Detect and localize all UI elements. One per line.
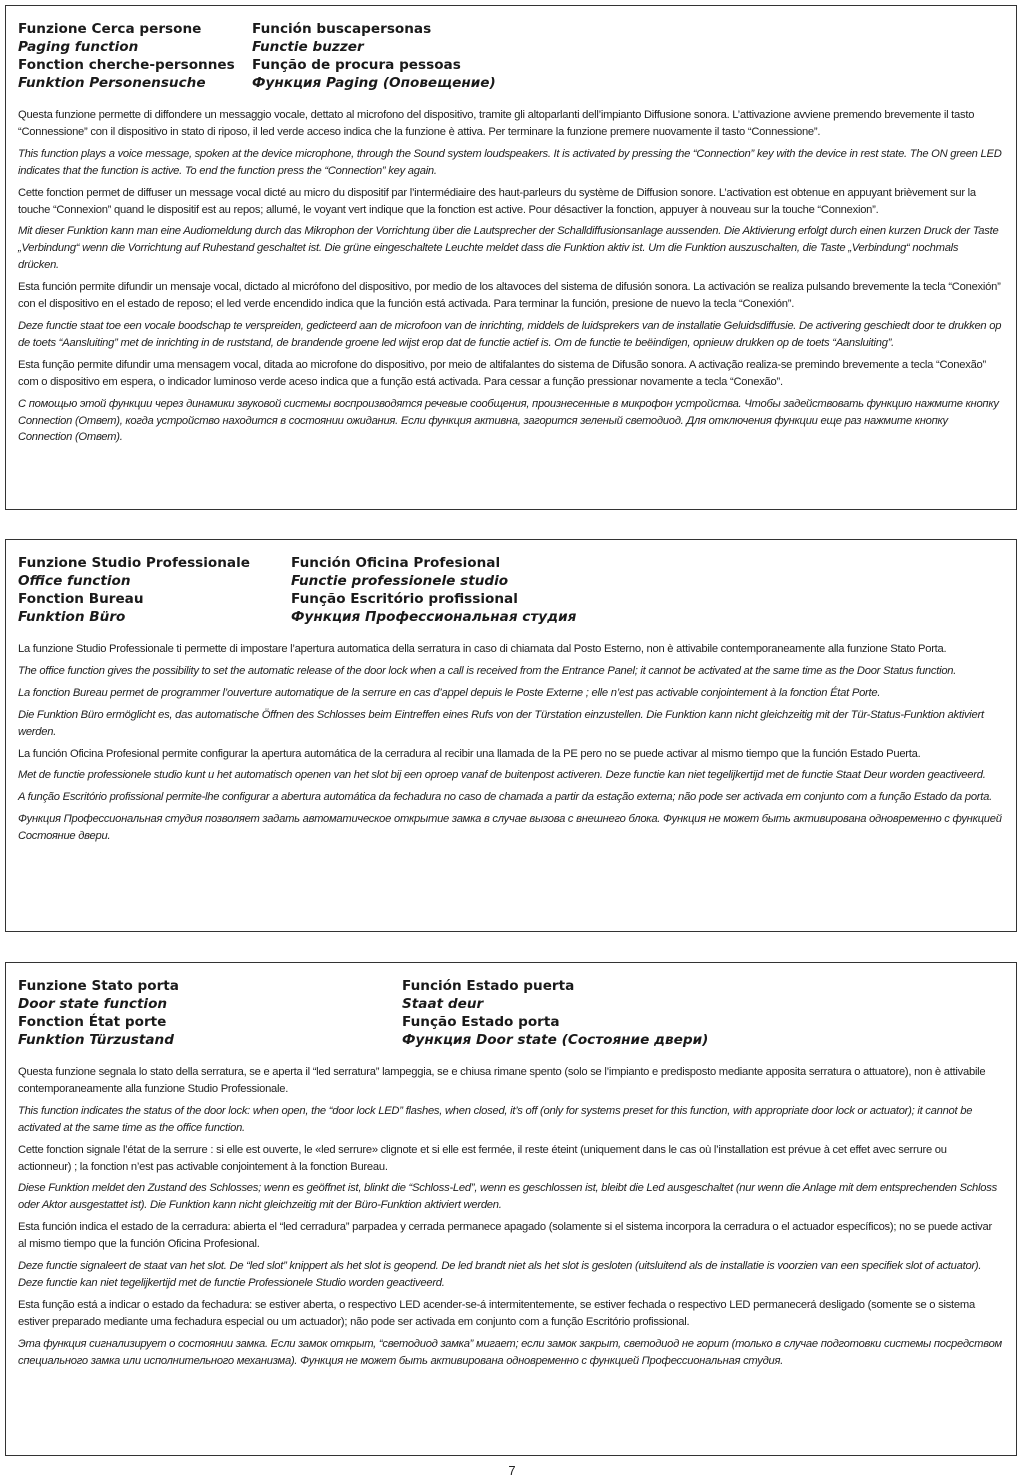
title-es: Función buscapersonas: [252, 21, 432, 37]
title-it: Funzione Cerca persone: [18, 21, 202, 37]
title-pt: Função Estado porta: [402, 1014, 560, 1030]
title-nl: Staat deur: [402, 996, 484, 1012]
section-paging-function: [5, 5, 1017, 510]
title-de: Funktion Büro: [18, 609, 126, 625]
section-titles: [18, 977, 1002, 1049]
section-titles: [18, 20, 1002, 92]
titles-right-column: [291, 554, 576, 626]
title-fr: Fonction Bureau: [18, 591, 144, 607]
paragraph-es: La función Oficina Profesional permite configurar la apertura automática de la cerradura al recibir una llamada de la PE pero no se puede activar al mismo tiempo que la función Estado Puerta.: [18, 747, 921, 760]
title-en: Door state function: [18, 996, 168, 1012]
paragraph-nl: Deze functie staat toe een vocale boodschap te verspreiden, gedicteerd aan de microfoon van de inrichting, middels de luidsprekers van de installatie Geluidsdiffusie. De activering geschiedt door te drukken op de toets “Aansluiting” met de inrichting in de ruststand, de brandende groene led wijst erop dat de functie actief is. Om de functie te beëindigen, opnieuw drukken op de toets “Aansluiting”.: [18, 319, 1002, 349]
title-de: Funktion Personensuche: [18, 75, 206, 91]
titles-right-column: [252, 20, 496, 92]
paragraph-es: Esta función permite difundir un mensaje vocal, dictado al micrófono del dispositivo, por medio de los altavoces del sistema de difusión sonora. La activación se realiza pulsando brevemente la tecla “Conexión” con el dispositivo en el estado de reposo; el led verde encendido indica que la función está activada. Para terminar la función, presione de nuevo la tecla “Conexión”.: [18, 281, 1001, 311]
paragraph-en: This function plays a voice message, spoken at the device microphone, through the Sound system loudspeakers. It is activated by pressing the “Connection” key with the device in rest state. The ON green LED indicates that the function is active. To end the function press the “Connection” key again.: [18, 147, 1002, 177]
titles-left-column: [18, 554, 291, 626]
title-it: Funzione Stato porta: [18, 978, 179, 994]
paragraph-nl: Deze functie signaleert de staat van het slot. De “led slot” knippert als het slot is geopend. De led brandt niet als het slot is gesloten (uitsluitend als de installatie is voorzien van een specifiek slot of actuator). Deze functie kan niet tegelijkertijd met de functie Professionele Studio worden geactiveerd.: [18, 1260, 982, 1289]
title-en: Office function: [18, 573, 131, 589]
page-number: 7: [508, 1463, 516, 1478]
title-fr: Fonction État porte: [18, 1014, 167, 1030]
paragraph-de: Mit dieser Funktion kann man eine Audiomeldung durch das Mikrophon der Vorrichtung über die Lautsprecher der Schalldiffusionsanlage aussenden. Die Aktivierung erfolgt durch einen kurzen Druck der Taste „Verbindung“ wenn die Vorrichtung auf Ruhestand geschaltet ist. Die grüne eingeschaltete Leuchte meldet dass die Funktion aktiv ist. Um die Funktion auszuschalten, die Taste „Verbindung“ nochmals drücken.: [18, 225, 999, 272]
title-ru: Функция Профессиональная студия: [291, 609, 577, 625]
title-fr: Fonction cherche-personnes: [18, 57, 235, 73]
paragraph-en: This function indicates the status of the door lock: when open, the “door lock LED” flashes, when closed, it’s off (only for systems preset for this function, with appropriate door lock or actuator); it cannot be activated at the same time as the office function.: [18, 1104, 973, 1134]
section-door-state-function: [5, 962, 1017, 1456]
paragraph-ru: Эта функция сигнализирует о состоянии замка. Если замок открыт, “светодиод замка” мигает; если замок закрыт, светодиод не горит (только в случае подготовки системы посредством специального замка или исполнительного механизма). Функция не может быть активирована одновременно с функцией Профессиональная студия.: [18, 1337, 1002, 1367]
paragraph-fr: La fonction Bureau permet de programmer l’ouverture automatique de la serrure en cas d’appel depuis le Poste Externe ; elle n’est pas activable conjointement à la fonction État Porte.: [18, 686, 881, 699]
title-es: Función Oficina Profesional: [291, 555, 501, 571]
title-pt: Função de procura pessoas: [252, 57, 461, 73]
paragraph-pt: A função Escritório profissional permite-lhe configurar a abertura automática da fechadura no caso de chamada a partir da estação externa; não pode ser activada em conjunto com a função Estado da porta.: [18, 791, 992, 804]
paragraph-fr: Cette fonction permet de diffuser un message vocal dicté au micro du dispositif par l’intermédiaire des haut-parleurs du système de Diffusion sonore. L’activation est obtenue en appuyant brièvement sur la touche “Connexion” quand le dispositif est au repos; allumé, le voyant vert indique que la fonction est active. Pour désactiver la fonction, appuyer à nouveau sur la touche “Connexion”.: [18, 186, 976, 216]
titles-left-column: [18, 977, 402, 1049]
title-nl: Functie professionele studio: [291, 573, 509, 589]
titles-left-column: [18, 20, 252, 92]
section-titles: [18, 554, 1002, 626]
paragraph-it: La funzione Studio Professionale ti permette di impostare l’apertura automatica della serratura in caso di chiamata dal Posto Esterno, non è attivabile contemporaneamente alla funzione Stato Porta.: [18, 643, 947, 655]
section-office-function: [5, 539, 1017, 932]
title-ru: Функция Door state (Состояние двери): [402, 1032, 709, 1048]
paragraph-pt: Esta função permite difundir uma mensagem vocal, ditada ao microfone do dispositivo, por meio de altifalantes do sistema de Difusão sonora. A activação realiza-se premindo brevemente a tecla “Conexão” com o dispositivo em espera, o indicador luminoso verde aceso indica que a função está activada. Para cessar a função pressionar novamente a tecla “Conexão”.: [18, 358, 986, 388]
title-nl: Functie buzzer: [252, 39, 364, 55]
title-pt: Função Escritório profissional: [291, 591, 518, 607]
paragraph-nl: Met de functie professionele studio kunt u het automatisch openen van het slot bij een oproep vanaf de buitenpost activeren. Deze functie kan niet tegelijkertijd met de functie Staat Deur worden geactiveerd.: [18, 769, 986, 782]
title-de: Funktion Türzustand: [18, 1032, 174, 1048]
paragraph-pt: Esta função está a indicar o estado da fechadura: se estiver aberta, o respectivo LED acender-se-á intermitentemente, se estiver fechada o respectivo LED permanecerá desligado (somente se o sistema estiver preparado mediante uma fechadura especial ou um actuador); não pode ser activada em conjunto com a função Escritório profissional.: [18, 1298, 975, 1328]
paragraph-fr: Cette fonction signale l’état de la serrure : si elle est ouverte, le «led serrure» clignote et si elle est fermée, il reste éteint (uniquement dans le cas où l’installation est prévue à cet effet avec serrure ou actionneur) ; la fonction n’est pas activable conjointement à la fonction Bureau.: [18, 1143, 947, 1173]
paragraph-ru: С помощью этой функции через динамики звуковой системы воспроизводятся речевые сообщения, произнесенные в микрофон устройства. Чтобы задействовать функцию нажмите кнопку Connection (Ответ), когда устройство находится в состоянии ожидания. Если функция активна, загорится зеленый светодиод. Для отключения функции еще раз нажмите кнопку Connection (Ответ).: [18, 397, 999, 444]
paragraph-it: Questa funzione segnala lo stato della serratura, se e aperta il “led serratura” lampeggia, se e chiusa rimane spento (solo se l’impianto e predisposto mediante apposita serratura o attuatore), non è attivabile contemporaneamente alla funzione Studio Professionale.: [18, 1066, 986, 1095]
title-en: Paging function: [18, 39, 139, 55]
paragraph-es: Esta función indica el estado de la cerradura: abierta el “led cerradura” parpadea y cerrada permanece apagado (solamente si el sistema incorpora la cerradura o el actuador específicos); no se puede activar al mismo tiempo que la función Oficina Profesional.: [18, 1221, 992, 1251]
paragraph-it: Questa funzione permette di diffondere un messaggio vocale, dettato al microfono del dispositivo, tramite gli altoparlanti dell’impianto Diffusione sonora. L’attivazione avviene premendo brevemente il tasto “Connessione” con il dispositivo in stato di riposo, il led verde acceso indica che la funzione è attiva. Per terminare la funzione premere nuovamente il tasto “Connessione”.: [18, 109, 975, 138]
titles-right-column: [402, 977, 708, 1049]
title-ru: Функция Paging (Оповещение): [252, 75, 496, 91]
paragraph-de: Die Funktion Büro ermöglicht es, das automatische Öffnen des Schlosses beim Eintreffen eines Rufs von der Türstation einzustellen. Die Funktion kann nicht gleichzeitig mit der Tür-Status-Funktion aktiviert werden.: [18, 708, 984, 738]
title-es: Función Estado puerta: [402, 978, 575, 994]
title-it: Funzione Studio Professionale: [18, 555, 250, 571]
paragraph-ru: Функция Профессиональная студия позволяет задать автоматическое открытие замка в случае вызова с внешнего блока. Функция не может быть активирована одновременно с функцией Состояние двери.: [18, 813, 1002, 843]
paragraph-en: The office function gives the possibility to set the automatic release of the door lock when a call is received from the Entrance Panel; it cannot be activated at the same time as the Door Status function.: [18, 664, 957, 677]
paragraph-de: Diese Funktion meldet den Zustand des Schlosses; wenn es geöffnet ist, blinkt die “Schloss-Led”, wenn es geschlossen ist, bleibt die Led ausgeschaltet (nur wenn die Anlage mit dem entsprechenden Schloss oder Aktor ausgestattet ist). Die Funktion kann nicht gleichzeitig mit der Büro-Funktion aktiviert werden.: [18, 1182, 997, 1212]
